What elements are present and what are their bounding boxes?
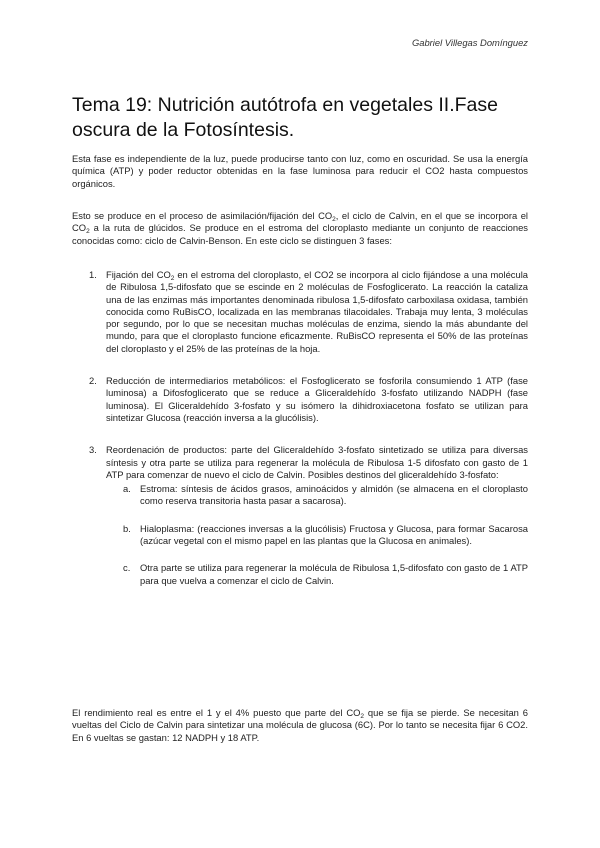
page-title: Tema 19: Nutrición autótrofa en vegetales II.Fase oscura de la Fotosíntesis.	[72, 94, 498, 141]
text-span: Reordenación de productos: parte del Gliceraldehído 3-fosfato sintetizado se utiliza para diversas síntesis y otra parte se utiliza para regenerar la molécula de Ribulosa 1-5 difosfato con gasto de 1 ATP para comenzar de nuevo el ciclo de Calvin. Posibles destinos del gliceraldehído 3-fosfato:	[106, 444, 528, 480]
destination-item-a	[106, 483, 528, 508]
destination-item-b	[106, 523, 528, 548]
text-span: El rendimiento real es entre el 1 y el 4% puesto que parte del CO	[72, 707, 361, 718]
phase-item-3	[72, 444, 528, 587]
phase-item-2	[72, 375, 528, 424]
calvin-cycle-paragraph	[72, 210, 528, 247]
text-span: a la ruta de glúcidos. Se produce en el estroma del cloroplasto mediante un conjunto de reacciones conocidas como: ciclo de Calvin-Benson. En este ciclo se distinguen 3 fases:	[72, 222, 528, 246]
phase-item-1	[72, 269, 528, 355]
text-span: Fijación del CO	[106, 269, 171, 280]
text-span: , el ciclo de Calvin, en el que se incorpora el CO	[72, 210, 529, 234]
list-number: 3.	[89, 444, 97, 456]
list-letter: b.	[123, 522, 131, 534]
list-letter: c.	[123, 562, 131, 574]
list-number: 2.	[89, 375, 97, 387]
subscript: 2	[360, 713, 365, 720]
conclusion-paragraph	[72, 707, 528, 744]
author-header: Gabriel Villegas Domínguez	[411, 37, 528, 48]
text-span: Esto se produce en el proceso de asimilación/fijación del CO	[72, 210, 333, 221]
text-span: en el estroma del cloroplasto, el CO2 se incorpora al ciclo fijándose a una molécula de Ribulosa 1,5-difosfato que se escinde en 2 moléculas de Fosfoglicerato. La reacción la cataliza una de las enzimas más importantes denominada ribulosa 1,5-difosfato carboxilasa oxidasa, también conocida como RuBisCO, localizada en las membranas tilacoidales. Trabaja muy lenta, 3 moléculas por segundo, por lo que se necesitan muchas moléculas de enzima, siendo la más abundante del mundo, para que el cloroplasto funcione eficazmente. RuBisCO representa el 50% de las proteínas del cloroplasto y el 25% de las proteínas de la hoja.	[106, 269, 529, 354]
text-span: Estroma: síntesis de ácidos grasos, aminoácidos y almidón (se almacena en el cloroplasto como reserva transitoria hasta pasar a sacarosa).	[140, 483, 528, 507]
intro-paragraph: Esta fase es independiente de la luz, puede producirse tanto con luz, como en oscuridad. Se usa la energía química (ATP) y poder reductor obtenidas en la fase luminosa para reducir el CO2 hasta compuestos orgánicos.	[72, 153, 528, 189]
phases-list	[72, 269, 528, 607]
destinations-list	[106, 483, 528, 587]
list-letter: a.	[123, 483, 131, 495]
text-span: Hialoplasma: (reacciones inversas a la glucólisis) Fructosa y Glucosa, para formar Sacarosa (azúcar vegetal con el mismo papel en las plantas que la Glucosa en animales).	[140, 522, 528, 547]
text-span: Reducción de intermediarios metabólicos: el Fosfoglicerato se fosforila consumiendo 1 ATP (fase luminosa) a Difosfoglicerato que se reduce a Gliceraldehído 3-fosfato utilizando NADPH (fase luminosa). El Gliceraldehído 3-fosfato y su isómero la dihidroxiacetona fosfato se utilizan para sintetizar Glucosa (reacción inversa a la glucólisis).	[106, 375, 528, 423]
list-number: 1.	[89, 269, 97, 280]
subscript: 2	[86, 228, 90, 236]
destination-item-c	[106, 562, 528, 587]
text-span: que se fija se pierde. Se necesitan 6 vueltas del Ciclo de Calvin para sintetizar una molécula de glucosa (6C). Por lo tanto se necesita fijar 6 CO2. En 6 vueltas se gastan: 12 NADPH y 18 ATP.	[72, 707, 528, 743]
subscript: 2	[332, 216, 336, 223]
text-span: Otra parte se utiliza para regenerar la molécula de Ribulosa 1,5-difosfato con gasto de 1 ATP para que vuelva a comenzar el ciclo de Calvin.	[140, 562, 528, 586]
subscript: 2	[170, 275, 175, 282]
